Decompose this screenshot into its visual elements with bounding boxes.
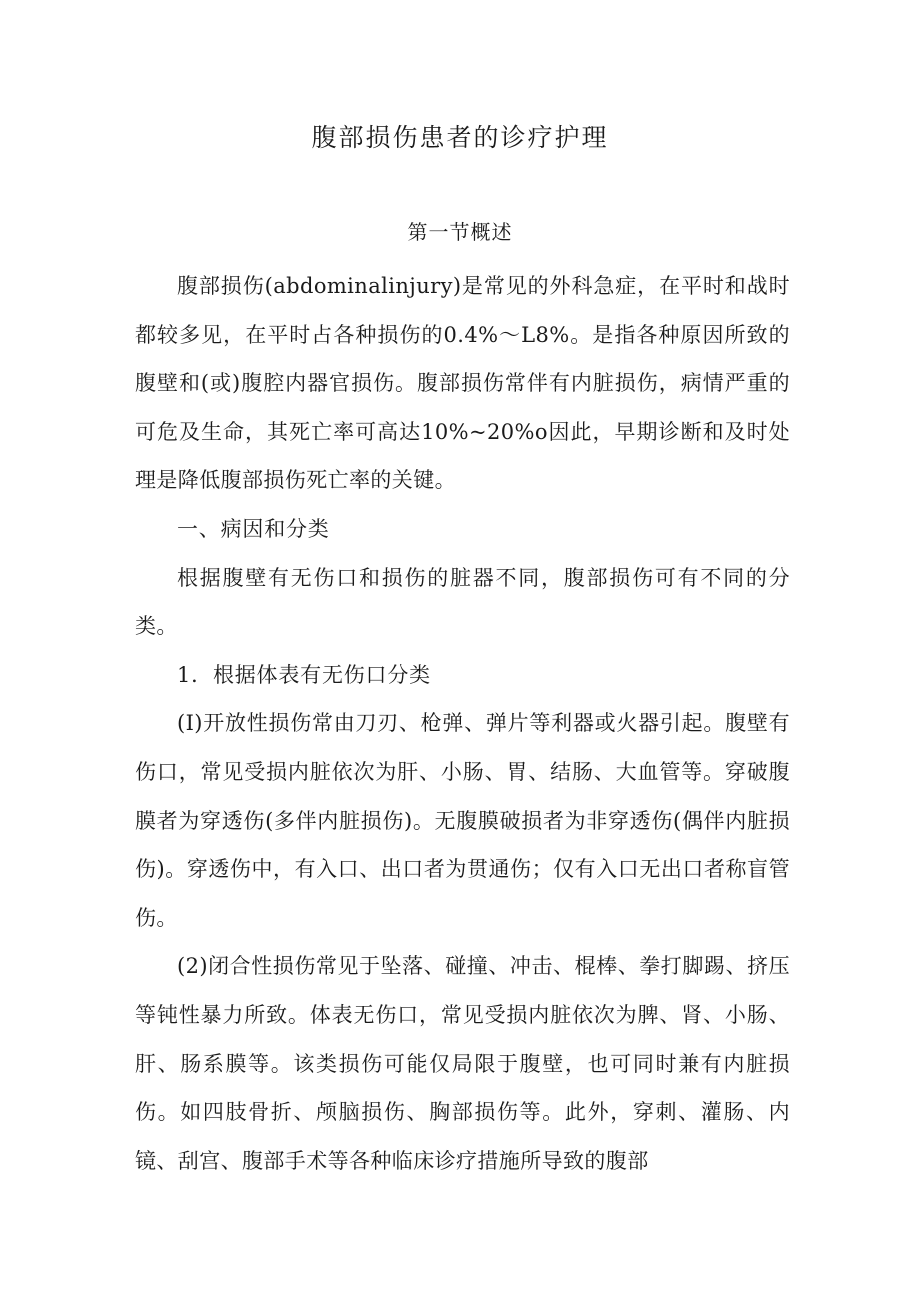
heading-wound-classification: 1．根据体表有无伤口分类	[177, 662, 431, 687]
heading-etiology-classification: 一、病因和分类	[177, 516, 330, 541]
section-title: 第一节概述	[407, 220, 513, 244]
document-title: 腹部损伤患者的诊疗护理	[311, 123, 609, 152]
paragraph-open-injury: (I)开放性损伤常由刀刃、枪弹、弹片等利器或火器引起。腹壁有伤口，常见受损内脏依次为肝、小肠、胃、结肠、大血管等。穿破腹膜者为穿透伤(多伴内脏损伤)。无腹膜破损者为非穿透伤(偶伴内脏损伤)。穿透伤中，有入口、出口者为贯通伤；仅有入口无出口者称盲管伤。	[135, 711, 790, 930]
paragraph-closed-injury: (2)闭合性损伤常见于坠落、碰撞、冲击、棍棒、拳打脚踢、挤压等钝性暴力所致。体表无伤口，常见受损内脏依次为脾、肾、小肠、肝、肠系膜等。该类损伤可能仅局限于腹壁，也可同时兼有内脏损伤。如四肢骨折、颅脑损伤、胸部损伤等。此外，穿刺、灌肠、内镜、刮宫、腹部手术等各种临床诊疗措施所导致的腹部	[135, 954, 790, 1173]
document-body	[135, 262, 790, 1185]
paragraph-classification: 根据腹壁有无伤口和损伤的脏器不同，腹部损伤可有不同的分类。	[135, 565, 790, 639]
paragraph-intro: 腹部损伤(abdominalinjury)是常见的外科急症，在平时和战时都较多见，在平时占各种损伤的0.4%～L8%。是指各种原因所致的腹壁和(或)腹腔内器官损伤。腹部损伤常伴有内脏损伤，病情严重的可危及生命，其死亡率可高达10%~20%o因此，早期诊断和及时处理是降低腹部损伤死亡率的关键。	[135, 274, 790, 493]
